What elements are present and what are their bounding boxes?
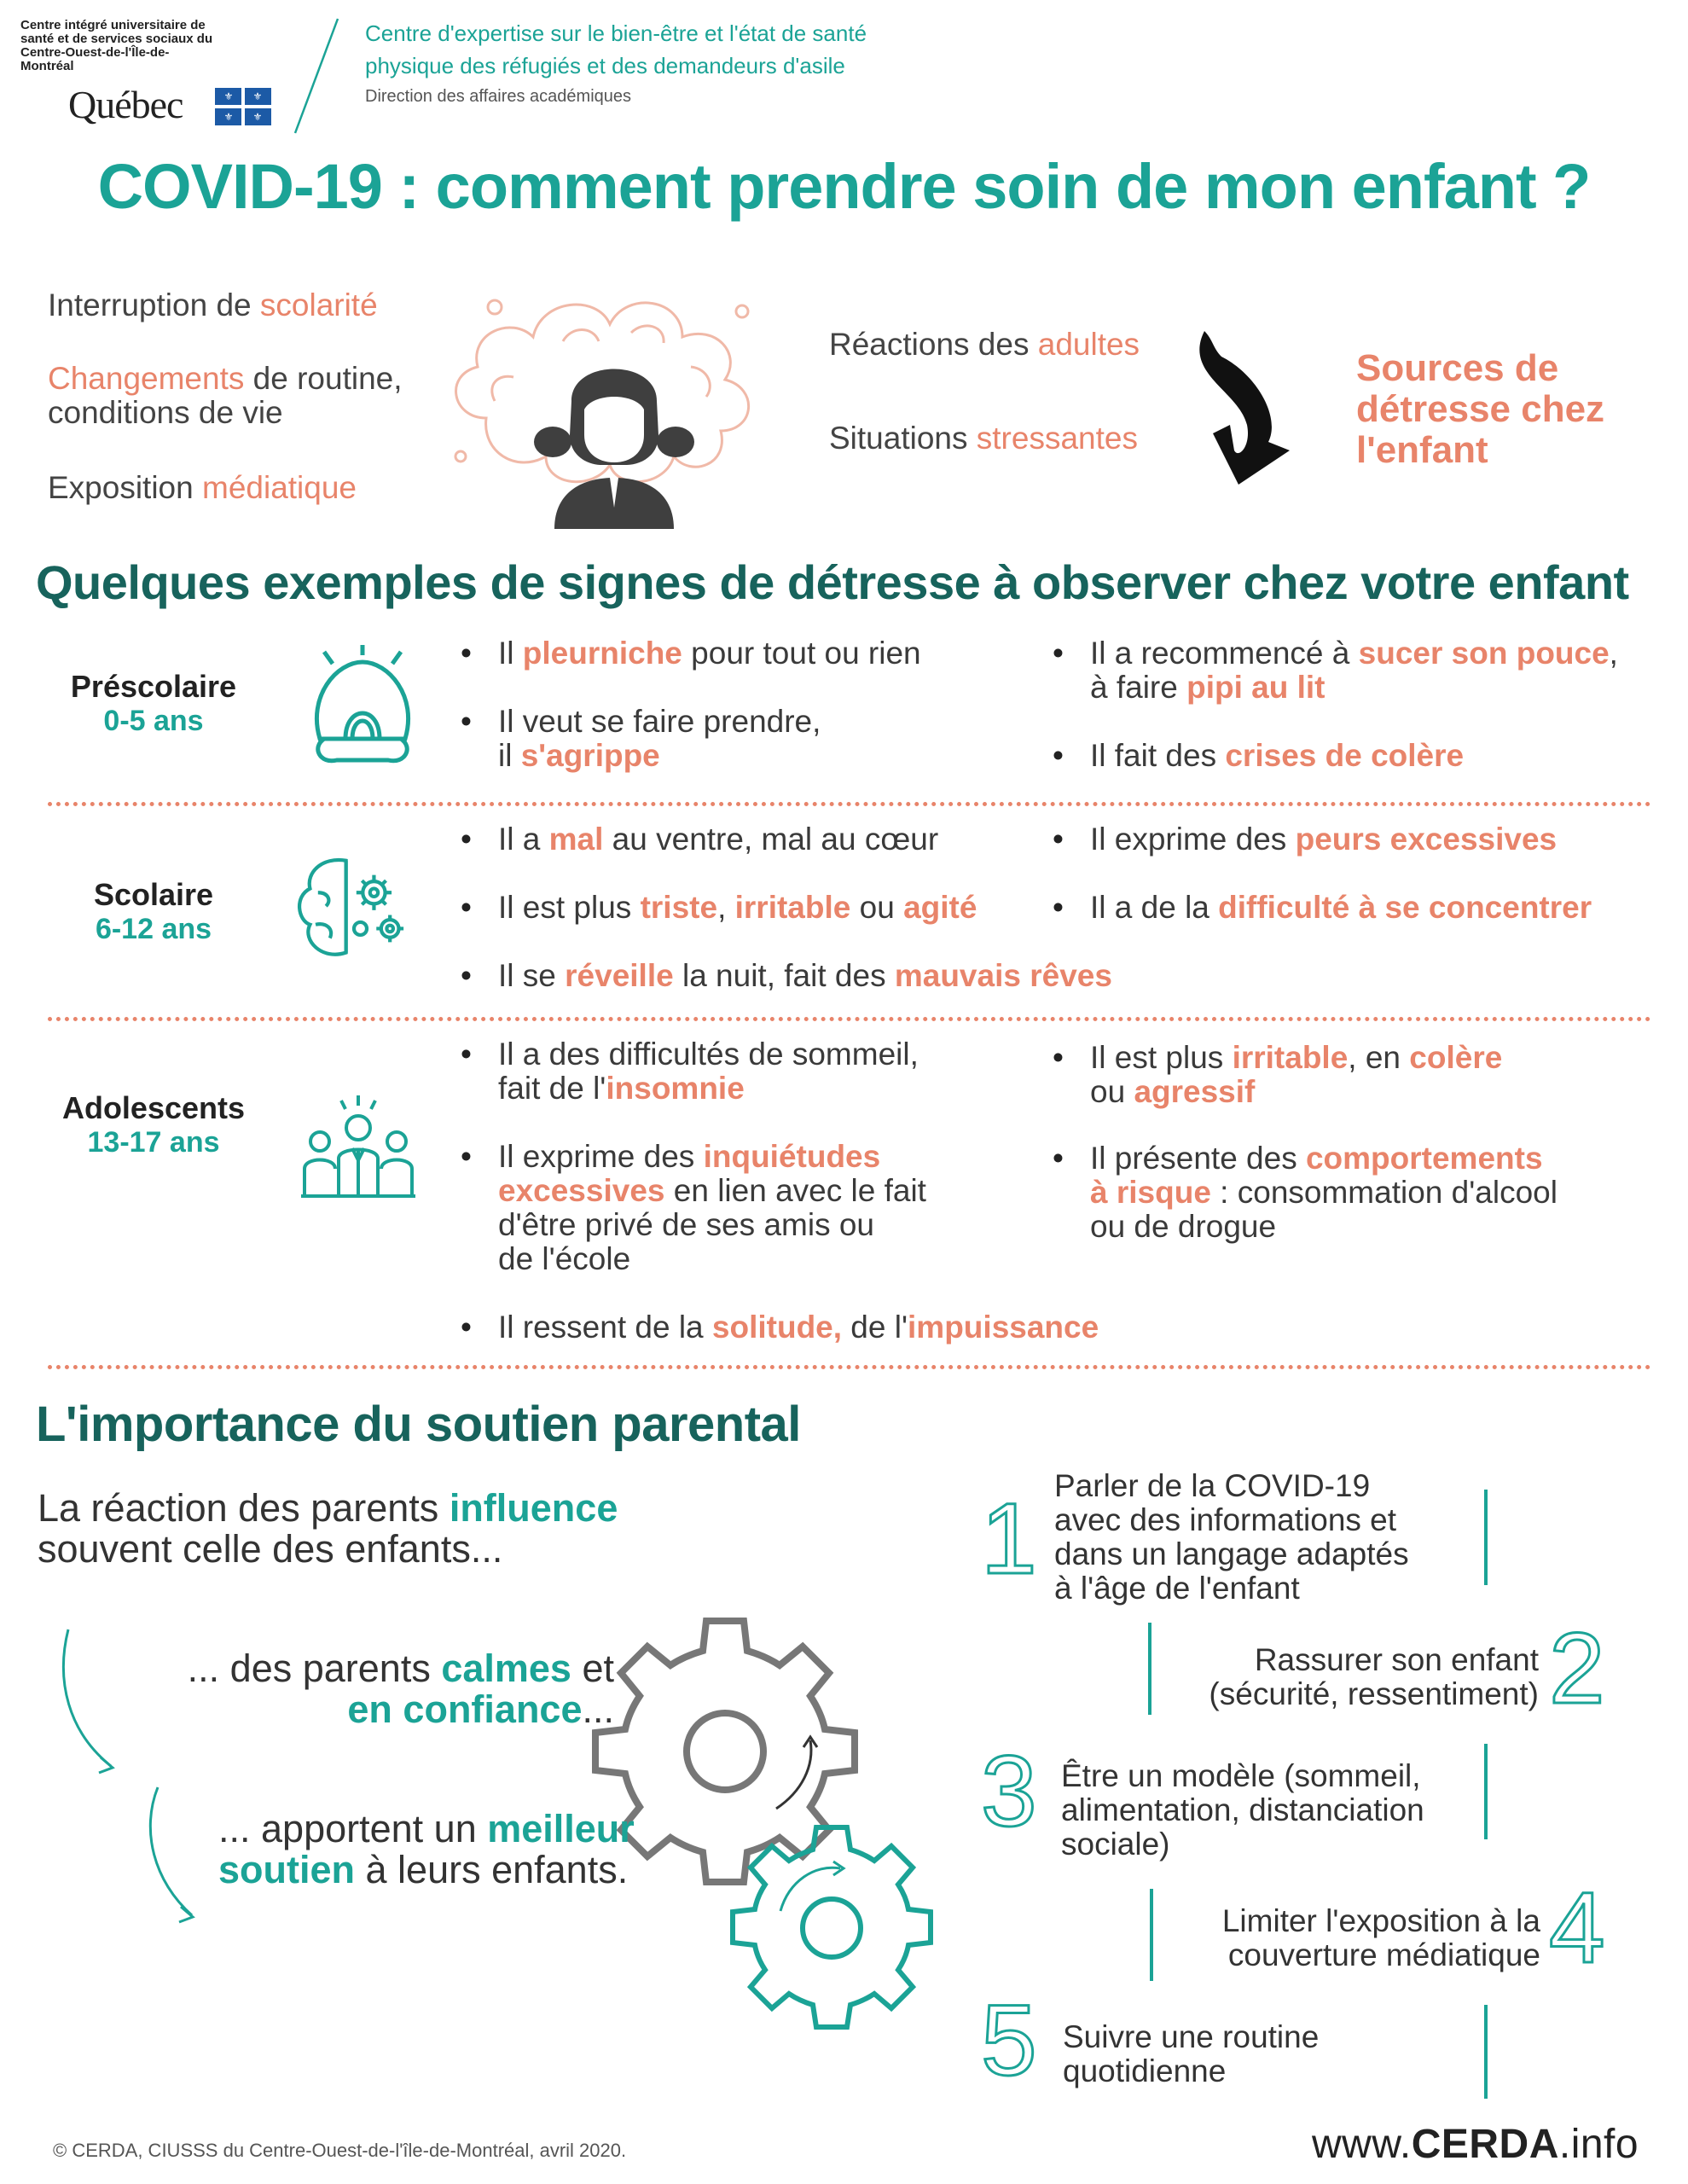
source-media: Exposition médiatique xyxy=(48,470,357,505)
step-3-text: Être un modèle (sommeil, alimentation, distanciation sociale) xyxy=(1061,1758,1424,1862)
preschool-sign-tantrums: • Il fait des crises de colère xyxy=(1090,739,1464,773)
ciusss-logo-text: Centre intégré universitaire de santé et de services sociaux du Centre-Ouest-de-l'Île-de-Montréal xyxy=(20,18,213,73)
support-flow-3: ... apportent un meilleur soutien à leurs enfants. xyxy=(218,1807,635,1891)
step-2-number: 2 xyxy=(1549,1612,1605,1725)
section-divider-2 xyxy=(48,1017,1651,1021)
preschool-sign-whining: • Il pleurniche pour tout ou rien xyxy=(498,636,921,671)
teens-sign-risk: • Il présente des comportements à risque : consommation d'alcool ou de drogue xyxy=(1090,1141,1557,1244)
preschool-range: 0-5 ans xyxy=(103,705,204,737)
header-slash-divider xyxy=(290,17,341,136)
quebec-wordmark: Québec xyxy=(68,83,183,126)
school-sign-fears: • Il exprime des peurs excessives xyxy=(1090,822,1557,857)
source-stress: Situations stressantes xyxy=(829,421,1138,456)
preschool-sign-regression: • Il a recommencé à sucer son pouce, à faire pipi au lit xyxy=(1090,636,1618,705)
step-5-bar xyxy=(1484,2005,1488,2099)
teens-sign-irritability: • Il est plus irritable, en colère ou agressif xyxy=(1090,1041,1502,1109)
teens-sign-loneliness: • Il ressent de la solitude, de l'impuissance xyxy=(498,1310,1099,1345)
step-5-number: 5 xyxy=(981,1984,1037,2097)
step-1-number: 1 xyxy=(981,1483,1037,1595)
brain-gears-icon xyxy=(290,845,418,973)
support-flow-2: ... des parents calmes et en confiance... xyxy=(187,1647,614,1731)
step-4-bar xyxy=(1150,1889,1153,1981)
center-name: Centre d'expertise sur le bien-être et l'état de santé physique des réfugiés et des demandeurs d'asile xyxy=(365,20,867,78)
step-2-bar xyxy=(1148,1623,1151,1715)
footer-copyright: © CERDA, CIUSSS du Centre-Ouest-de-l'île-de-Montréal, avril 2020. xyxy=(53,2140,627,2161)
source-adults: Réactions des adultes xyxy=(829,327,1140,362)
step-1-bar xyxy=(1484,1490,1488,1585)
teens-range: 13-17 ans xyxy=(87,1126,220,1159)
school-sign-concentration: • Il a de la difficulté à se concentrer xyxy=(1090,891,1592,925)
support-flow-1: La réaction des parents influence souvent celle des enfants... xyxy=(38,1486,618,1571)
support-section-title: L'importance du soutien parental xyxy=(36,1397,801,1452)
step-4-number: 4 xyxy=(1549,1872,1605,1984)
page-title: COVID-19 : comment prendre soin de mon enfant ? xyxy=(97,151,1591,222)
step-2-text: Rassurer son enfant (sécurité, ressentiment) xyxy=(1209,1642,1539,1711)
teens-sign-insomnia: • Il a des difficultés de sommeil, fait de l'insomnie xyxy=(498,1037,919,1106)
step-3-number: 3 xyxy=(981,1735,1037,1848)
step-5-text: Suivre une routine quotidienne xyxy=(1063,2019,1320,2088)
curved-arrow-icon xyxy=(1187,322,1341,493)
step-3-bar xyxy=(1484,1744,1488,1839)
preschool-sign-clinging: • Il veut se faire prendre, il s'agrippe xyxy=(498,705,821,773)
signs-section-title: Quelques exemples de signes de détresse à observer chez votre enfant xyxy=(36,555,1629,609)
school-sign-pain: • Il a mal au ventre, mal au cœur xyxy=(498,822,938,857)
footer-website-link[interactable]: www.CERDA.info xyxy=(1312,2122,1639,2167)
distress-sources-label: Sources de détresse chez l'enfant xyxy=(1356,347,1605,471)
source-schooling: Interruption de scolarité xyxy=(48,288,378,322)
step-1-text: Parler de la COVID-19 avec des informations et dans un langage adaptés à l'âge de l'enfant xyxy=(1054,1468,1409,1606)
preschool-label: Préscolaire xyxy=(70,669,237,704)
section-divider-3 xyxy=(48,1365,1651,1369)
teens-group-icon xyxy=(294,1092,422,1220)
baby-head-icon xyxy=(299,645,426,773)
quebec-flag-icon: ⚜ ⚜ ⚜ ⚜ xyxy=(215,88,271,125)
step-4-text: Limiter l'exposition à la couverture médiatique xyxy=(1221,1903,1540,1972)
school-range: 6-12 ans xyxy=(95,913,212,945)
child-cloud-illustration xyxy=(435,273,793,529)
teens-sign-worries: • Il exprime des inquiétudes excessives en lien avec le fait d'être privé de ses amis ou de l'école xyxy=(498,1140,926,1276)
teens-label: Adolescents xyxy=(61,1090,246,1125)
school-sign-sleep: • Il se réveille la nuit, fait des mauvais rêves xyxy=(498,959,1112,993)
department-name: Direction des affaires académiques xyxy=(365,87,632,106)
section-divider-1 xyxy=(48,802,1651,806)
source-routine: Changements de routine, conditions de vie xyxy=(48,361,403,430)
school-sign-mood: • Il est plus triste, irritable ou agité xyxy=(498,891,977,925)
school-label: Scolaire xyxy=(93,877,214,912)
